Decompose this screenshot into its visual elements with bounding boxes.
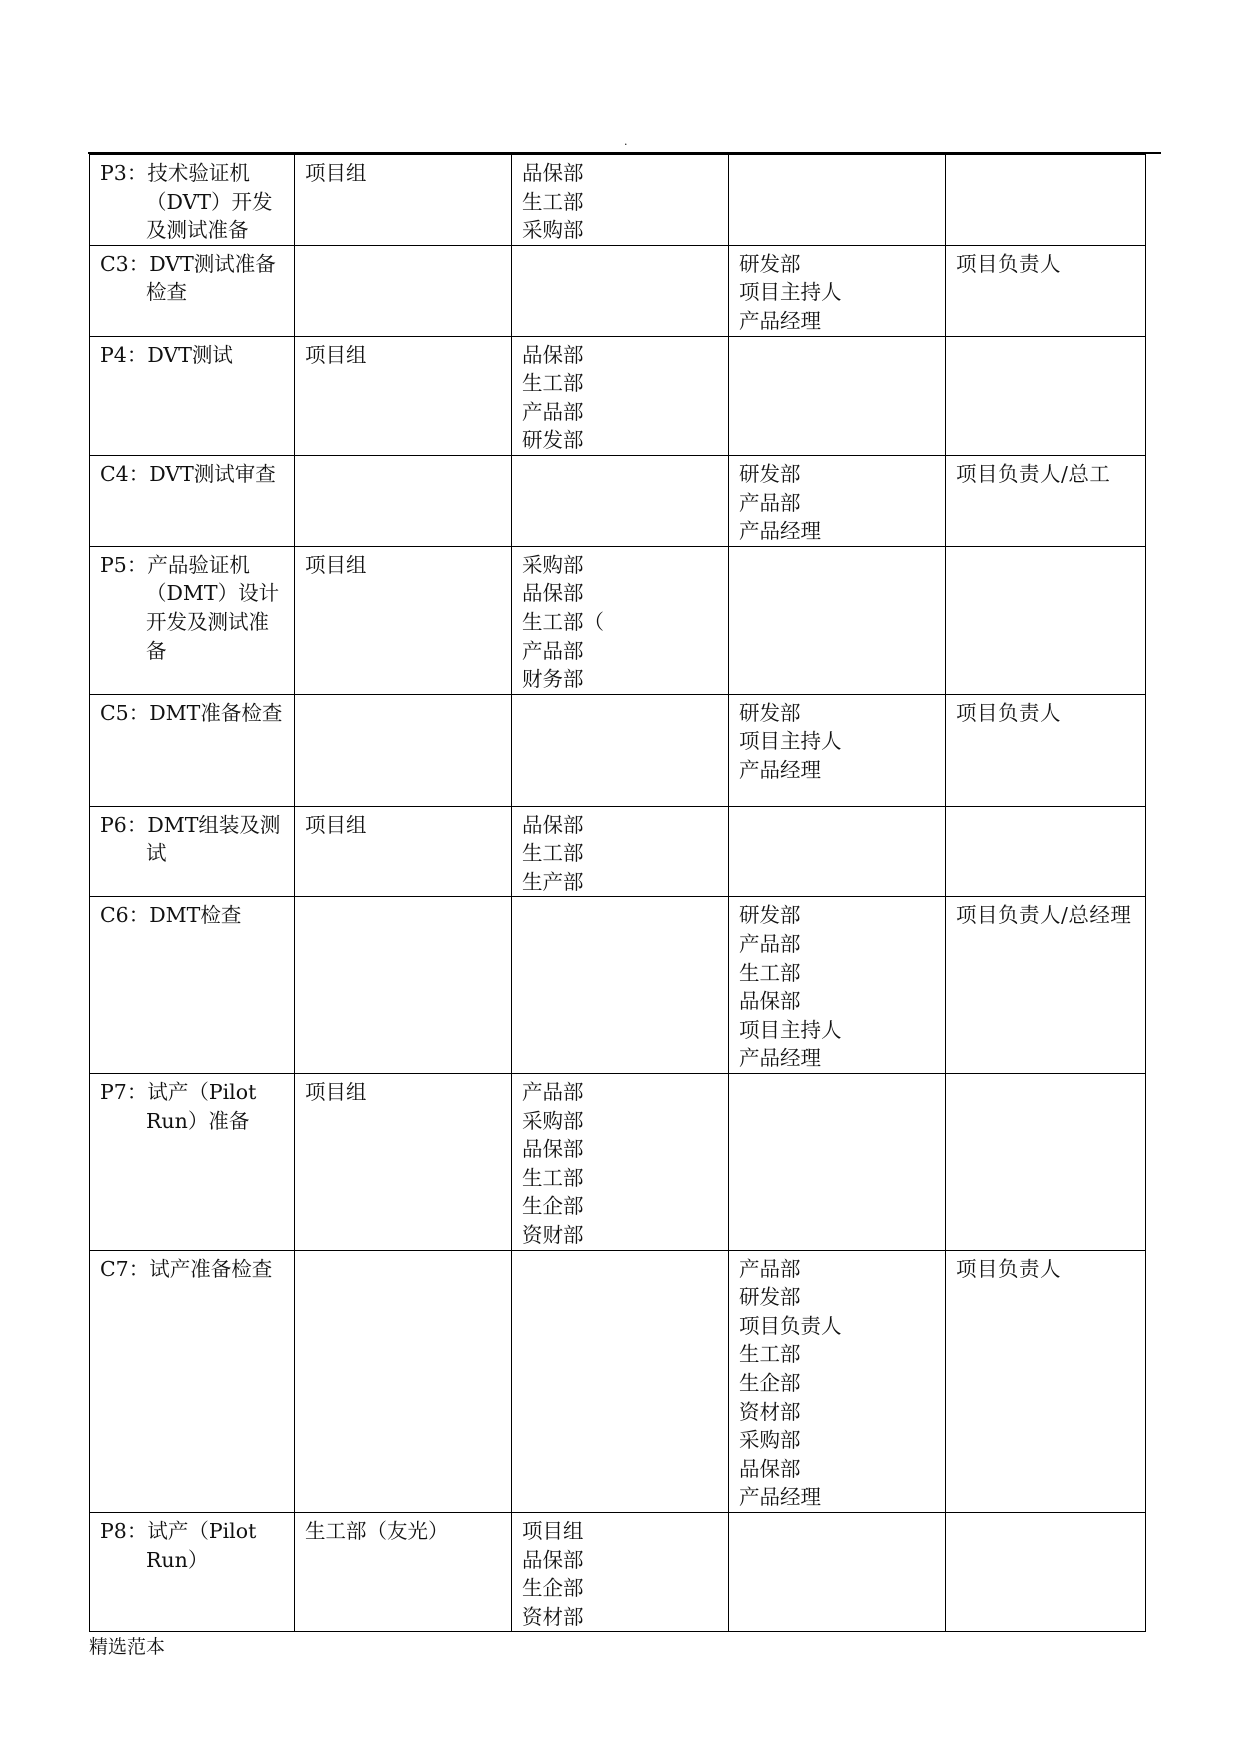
participants-cell — [512, 1250, 729, 1512]
participant-item: 品保部 — [522, 342, 584, 367]
participant-item: 资材部 — [522, 1604, 584, 1629]
reviewer-item: 研发部 — [739, 903, 801, 928]
table-row — [90, 155, 1146, 246]
owner-cell — [295, 245, 512, 336]
reviewer-item: 品保部 — [739, 989, 801, 1014]
table-row — [90, 455, 1146, 546]
reviewer-item: 产品经理 — [739, 519, 821, 544]
footer-text: 精选范本 — [89, 1636, 166, 1658]
participant-item: 资财部 — [522, 1223, 584, 1247]
approver-cell — [946, 897, 1146, 1074]
stage-cell — [90, 694, 295, 806]
owner-label: 生工部（友光） — [305, 1518, 449, 1543]
owner-label: 项目组 — [305, 161, 367, 185]
participants-cell — [512, 1512, 729, 1631]
stage-label: C3：DVT测试准备检查 — [100, 251, 276, 305]
participants-cell — [512, 694, 729, 806]
participant-item: 品保部 — [522, 581, 584, 606]
owner-label: 项目组 — [305, 342, 367, 367]
approver-cell — [946, 694, 1146, 806]
reviewers-cell — [729, 1512, 946, 1631]
table-row — [90, 897, 1146, 1074]
stage-cell — [90, 1512, 295, 1631]
reviewer-item: 研发部 — [739, 461, 801, 486]
table-row — [90, 1250, 1146, 1512]
approver-label: 项目负责人/总经理 — [956, 903, 1132, 928]
reviewers-cell — [729, 694, 946, 806]
reviewer-item: 生工部 — [739, 1342, 801, 1367]
participant-item: 采购部 — [522, 1108, 584, 1133]
owner-cell — [295, 694, 512, 806]
owner-cell — [295, 455, 512, 546]
approver-cell — [946, 1512, 1146, 1631]
approver-cell — [946, 806, 1146, 897]
stage-label: C4：DVT测试审查 — [100, 461, 276, 486]
participant-item: 采购部 — [522, 218, 584, 243]
reviewer-item: 研发部 — [739, 1285, 801, 1310]
stage-cell — [90, 155, 295, 246]
participants-cell — [512, 897, 729, 1074]
table-row — [90, 694, 1146, 806]
reviewer-item: 产品经理 — [739, 757, 821, 782]
stage-cell — [90, 546, 295, 694]
stage-cell — [90, 455, 295, 546]
reviewer-item: 产品经理 — [739, 1046, 821, 1071]
participant-item: 生企部 — [522, 1576, 584, 1601]
reviewer-item: 产品部 — [739, 490, 801, 515]
stage-label: P3：技术验证机（DVT）开发及测试准备 — [100, 161, 273, 243]
reviewer-item: 项目主持人 — [739, 729, 842, 754]
participant-item: 生工部 — [522, 189, 584, 214]
owner-cell — [295, 336, 512, 455]
reviewer-item: 产品部 — [739, 932, 801, 957]
owner-cell — [295, 1250, 512, 1512]
participant-item: 生工部（ — [522, 609, 604, 634]
participant-item: 生工部 — [522, 1165, 584, 1190]
stage-cell — [90, 806, 295, 897]
table-row — [90, 546, 1146, 694]
approver-cell — [946, 155, 1146, 246]
owner-cell — [295, 1074, 512, 1251]
reviewer-item: 品保部 — [739, 1456, 801, 1481]
stage-label: P7：试产（Pilot Run）准备 — [100, 1080, 257, 1133]
participants-cell — [512, 455, 729, 546]
table-row — [90, 1074, 1146, 1251]
participant-item: 产品部 — [522, 399, 584, 424]
reviewer-item: 项目主持人 — [739, 1017, 842, 1042]
reviewers-cell — [729, 245, 946, 336]
approver-label: 项目负责人/总工 — [956, 461, 1111, 486]
reviewers-cell — [729, 806, 946, 897]
stage-label: P5：产品验证机（DMT）设计开发及测试准备 — [100, 552, 280, 663]
owner-label: 项目组 — [305, 1080, 367, 1105]
participant-item: 产品部 — [522, 1080, 584, 1105]
participant-item: 品保部 — [522, 1547, 584, 1572]
reviewers-cell — [729, 897, 946, 1074]
stage-cell — [90, 897, 295, 1074]
reviewer-item: 项目负责人 — [739, 1313, 842, 1338]
reviewers-cell — [729, 455, 946, 546]
participant-item: 采购部 — [522, 552, 584, 577]
reviewer-item: 产品部 — [739, 1256, 801, 1281]
participant-item: 研发部 — [522, 428, 584, 453]
table-row — [90, 245, 1146, 336]
participant-item: 品保部 — [522, 1137, 584, 1162]
owner-label: 项目组 — [305, 812, 367, 837]
approver-label: 项目负责人 — [956, 251, 1061, 276]
owner-cell — [295, 806, 512, 897]
stage-cell — [90, 1074, 295, 1251]
owner-cell — [295, 155, 512, 246]
approver-cell — [946, 1250, 1146, 1512]
participants-cell — [512, 1074, 729, 1251]
stage-cell — [90, 1250, 295, 1512]
stage-label: P4：DVT测试 — [100, 342, 233, 367]
approver-cell — [946, 336, 1146, 455]
table-row — [90, 806, 1146, 897]
table-row — [90, 336, 1146, 455]
reviewer-item: 产品经理 — [739, 1485, 821, 1510]
approver-label: 项目负责人 — [956, 700, 1061, 725]
owner-label: 项目组 — [305, 552, 367, 577]
participants-cell — [512, 245, 729, 336]
participants-cell — [512, 806, 729, 897]
participant-item: 生工部 — [522, 841, 584, 866]
participant-item: 品保部 — [522, 161, 584, 185]
stage-cell — [90, 336, 295, 455]
table-row — [90, 1512, 1146, 1631]
participants-cell — [512, 546, 729, 694]
approver-cell — [946, 546, 1146, 694]
participant-item: 项目组 — [522, 1518, 584, 1543]
owner-cell — [295, 897, 512, 1074]
participant-item: 生工部 — [522, 371, 584, 396]
process-table — [89, 154, 1146, 1632]
reviewer-item: 生企部 — [739, 1370, 801, 1395]
reviewer-item: 项目主持人 — [739, 280, 842, 305]
stage-label: C5：DMT准备检查 — [100, 700, 283, 725]
reviewer-item: 采购部 — [739, 1428, 801, 1453]
owner-cell — [295, 546, 512, 694]
stage-label: P8：试产（Pilot Run） — [100, 1518, 257, 1572]
reviewer-item: 研发部 — [739, 251, 801, 276]
reviewers-cell — [729, 546, 946, 694]
stage-label: P6：DMT组装及测试 — [100, 812, 281, 866]
stage-label: C7：试产准备检查 — [100, 1256, 273, 1281]
approver-cell — [946, 1074, 1146, 1251]
reviewers-cell — [729, 1074, 946, 1251]
approver-cell — [946, 455, 1146, 546]
participants-cell — [512, 155, 729, 246]
owner-cell — [295, 1512, 512, 1631]
approver-cell — [946, 245, 1146, 336]
participants-cell — [512, 336, 729, 455]
participant-item: 品保部 — [522, 812, 584, 837]
participant-item: 产品部 — [522, 638, 584, 663]
approver-label: 项目负责人 — [956, 1256, 1061, 1281]
table-body — [90, 155, 1146, 1632]
reviewers-cell — [729, 1250, 946, 1512]
reviewer-item: 产品经理 — [739, 308, 821, 333]
reviewer-item: 生工部 — [739, 960, 801, 985]
stage-label: C6：DMT检查 — [100, 903, 242, 928]
reviewer-item: 资材部 — [739, 1399, 801, 1424]
participant-item: 生企部 — [522, 1194, 584, 1219]
participant-item: 财务部 — [522, 667, 584, 692]
reviewers-cell — [729, 336, 946, 455]
reviewer-item: 研发部 — [739, 700, 801, 725]
stage-cell — [90, 245, 295, 336]
participant-item: 生产部 — [522, 869, 584, 894]
header-mark: . — [624, 135, 628, 148]
reviewers-cell — [729, 155, 946, 246]
